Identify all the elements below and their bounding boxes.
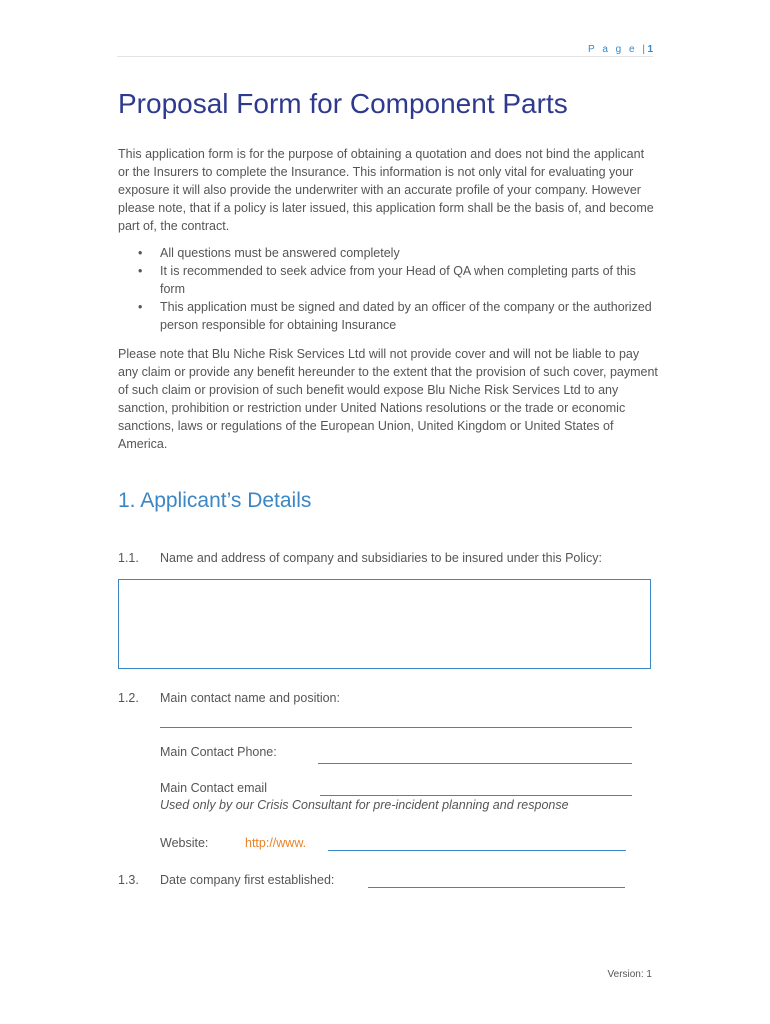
question-text-1-3: Date company first established: xyxy=(160,873,335,887)
instructions-list xyxy=(118,244,658,334)
phone-field[interactable] xyxy=(318,763,632,764)
section-heading-applicant-details: 1. Applicant’s Details xyxy=(118,489,312,512)
bullet-icon: • xyxy=(138,246,143,260)
question-text-1-2: Main contact name and position: xyxy=(160,691,340,705)
phone-label: Main Contact Phone: xyxy=(160,745,277,759)
established-date-field[interactable] xyxy=(368,887,625,888)
page-header xyxy=(117,40,653,57)
page-title: Proposal Form for Component Parts xyxy=(118,88,568,119)
question-number-1-3: 1.3. xyxy=(118,873,139,887)
bullet-icon: • xyxy=(138,300,143,314)
list-item: • This application must be signed and dated by an officer of the company or the authorized person responsible for obtaining Insurance xyxy=(138,300,652,332)
question-number-1-1: 1.1. xyxy=(118,551,139,565)
bullet-icon: • xyxy=(138,264,143,278)
version-footer: Version: 1 xyxy=(607,969,652,980)
list-item: • All questions must be answered completely xyxy=(138,246,400,260)
email-note: Used only by our Crisis Consultant for pre-incident planning and response xyxy=(160,798,569,812)
contact-name-field[interactable] xyxy=(160,727,632,728)
list-item: • It is recommended to seek advice from your Head of QA when completing parts of this form xyxy=(138,264,636,296)
question-number-1-2: 1.2. xyxy=(118,691,139,705)
email-label: Main Contact email xyxy=(160,781,267,795)
company-address-field[interactable] xyxy=(118,579,651,669)
website-field[interactable] xyxy=(328,850,626,851)
sanctions-paragraph: Please note that Blu Niche Risk Services Ltd will not provide cover and will not be liable to pay any claim or provide any benefit hereunder to the extent that the provision of such cover, payment of such claim or provision of such benefit would expose Blu Niche Risk Services Ltd to any sanction, prohibition or restriction under United Nations resolutions or the trade or economic sanctions, laws or regulations of the European Union, United Kingdom or United States of America. xyxy=(118,347,658,451)
email-field[interactable] xyxy=(320,795,632,796)
intro-paragraph: This application form is for the purpose of obtaining a quotation and does not bind the applicant or the Insurers to complete the Insurance. This information is not only vital for evaluating your exposure it will also provide the underwriter with an accurate profile of your company. However please note, that if a policy is later issued, this application form shall be the basis of, and become part of, the contract. xyxy=(118,147,654,233)
website-label: Website: xyxy=(160,836,209,850)
question-text-1-1: Name and address of company and subsidiaries to be insured under this Policy: xyxy=(160,551,602,565)
website-prefix: http://www. xyxy=(245,836,307,850)
page-number: P a g e |1 xyxy=(588,44,653,55)
